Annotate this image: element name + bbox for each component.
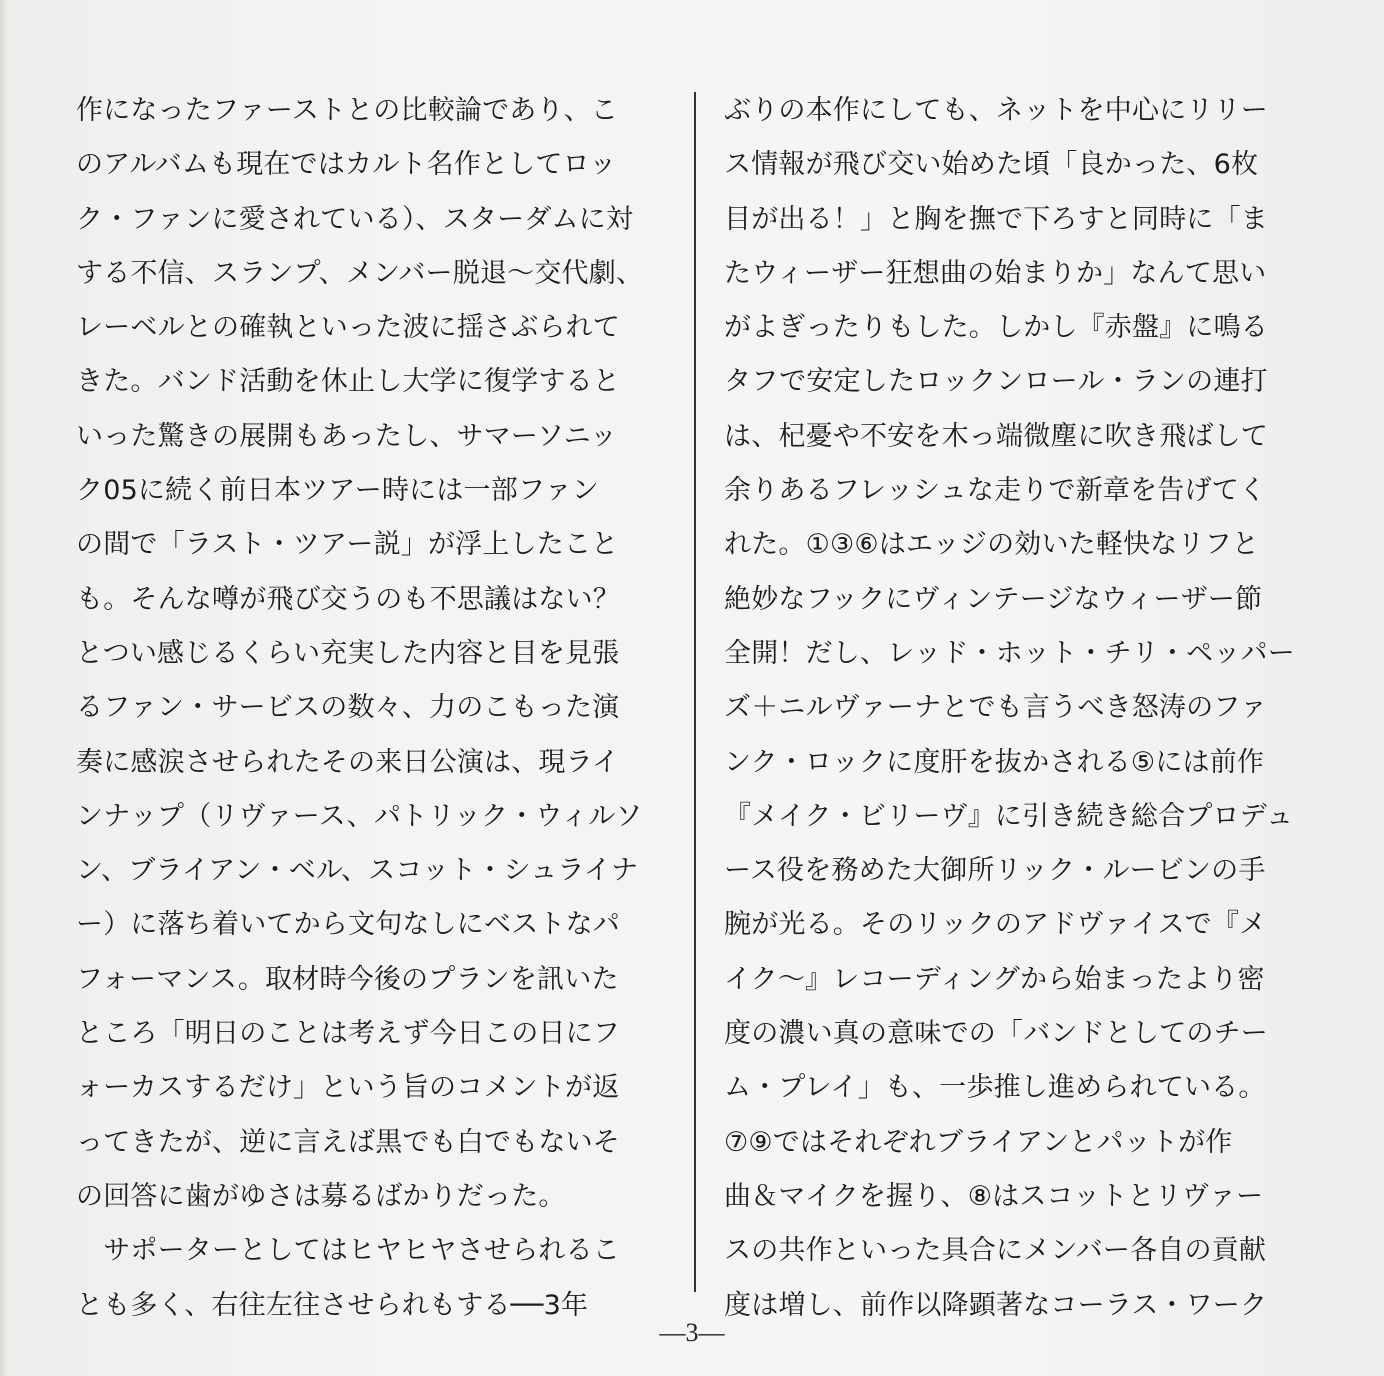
column-divider: [694, 92, 696, 1292]
text-line: 余りあるフレッシュな走りで新章を告げてく: [724, 475, 1267, 507]
text-line: フォーマンス。取材時今後のプランを訊いた: [76, 963, 619, 995]
text-line: のアルバムも現在ではカルト名作としてロッ: [76, 149, 617, 181]
text-line: タフで安定したロックンロール・ランの連打: [724, 366, 1268, 398]
text-line: がよぎったりもした。しかし『赤盤』に鳴る: [724, 312, 1268, 344]
text-line: ース役を務めた大御所リック・ルービンの手: [724, 855, 1266, 887]
text-line: 曲＆マイクを握り、⑧はスコットとリヴァー: [724, 1180, 1264, 1212]
text-line: 『メイク・ビリーヴ』に引き続き総合プロデュ: [724, 800, 1294, 832]
right-text-column: [724, 84, 1324, 1333]
text-line: ム・プレイ」も、一歩推し進められている。: [724, 1072, 1266, 1104]
text-line: の間で「ラスト・ツアー説」が浮上したこと: [76, 529, 619, 561]
text-line: ンナップ（リヴァース、パトリック・ウィルソ: [76, 800, 643, 832]
text-line: も。そんな噂が飛び交うのも不思議はない？: [76, 583, 620, 615]
text-line: 目が出る！」と胸を撫で下ろすと同時に「ま: [724, 203, 1268, 235]
text-line: ク・ファンに愛されている）、スターダムに対: [76, 203, 634, 235]
text-line: イク〜』レコーディングから始まったより密: [724, 963, 1265, 995]
text-line: きた。バンド活動を休止し大学に復学すると: [76, 366, 620, 398]
text-line: スの共作といった具合にメンバー各自の貢献: [724, 1235, 1267, 1267]
page-number: —3—: [659, 1318, 725, 1347]
text-line: ぶりの本作にしても、ネットを中心にリリー: [724, 95, 1268, 126]
text-line: レーベルとの確執といった波に揺さぶられて: [76, 312, 620, 344]
text-line: ⑦⑨ではそれぞれブライアンとパットが作: [724, 1126, 1233, 1158]
text-line: する不信、スランプ、メンバー脱退〜交代劇、: [76, 257, 644, 289]
text-line: とも多く、右往左往させられもする──3年: [76, 1289, 589, 1321]
text-line: るファン・サービスの数々、力のこもった演: [76, 692, 620, 724]
text-line: とつい感じるくらい充実した内容と目を見張: [76, 637, 620, 669]
text-line: 絶妙なフックにヴィンテージなウィーザー節: [724, 583, 1263, 615]
text-line: ズ＋ニルヴァーナとでも言うべき怒涛のファ: [724, 692, 1268, 724]
text-line: の回答に歯がゆさは募るばかりだった。: [76, 1180, 566, 1212]
text-line: 作になったファーストとの比較論であり、こ: [76, 95, 619, 126]
text-line: サポーターとしてはヒヤヒヤさせられるこ: [76, 1235, 620, 1267]
text-line: たウィーザー狂想曲の始まりか」なんて思い: [724, 257, 1267, 289]
text-line: ォーカスするだけ」という旨のコメントが返: [76, 1072, 620, 1104]
text-line: ってきたが、逆に言えば黒でも白でもないそ: [76, 1126, 620, 1158]
text-line: ンク・ロックに度肝を抜かされる⑤には前作: [724, 746, 1265, 778]
text-line: 度の濃い真の意味での「バンドとしてのチー: [724, 1018, 1268, 1050]
text-line: は、杞憂や不安を木っ端微塵に吹き飛ばして: [724, 420, 1268, 452]
page-edge-shadow: [0, 0, 8, 1376]
text-line: ー）に落ち着いてから文句なしにベストなパ: [76, 909, 620, 941]
text-line: 奏に感涙させられたその来日公演は、現ライ: [76, 746, 620, 778]
text-line: 全開！だし、レッド・ホット・チリ・ペッパー: [724, 637, 1295, 669]
text-line: ところ「明日のことは考えず今日この日にフ: [76, 1018, 620, 1050]
text-line: ス情報が飛び交い始めた頃「良かった、6枚: [724, 149, 1259, 181]
text-line: れた。①③⑥はエッジの効いた軽快なリフと: [724, 529, 1260, 561]
text-line: ン、ブライアン・ベル、スコット・シュライナ: [76, 855, 639, 887]
text-line: ク05に続く前日本ツアー時には一部ファン: [76, 475, 600, 507]
text-line: いった驚きの展開もあったし、サマーソニッ: [76, 420, 618, 452]
text-line: 腕が光る。そのリックのアドヴァイスで『メ: [724, 909, 1267, 941]
text-line: 度は増し、前作以降顕著なコーラス・ワーク: [724, 1289, 1268, 1321]
left-text-column: [76, 84, 676, 1333]
